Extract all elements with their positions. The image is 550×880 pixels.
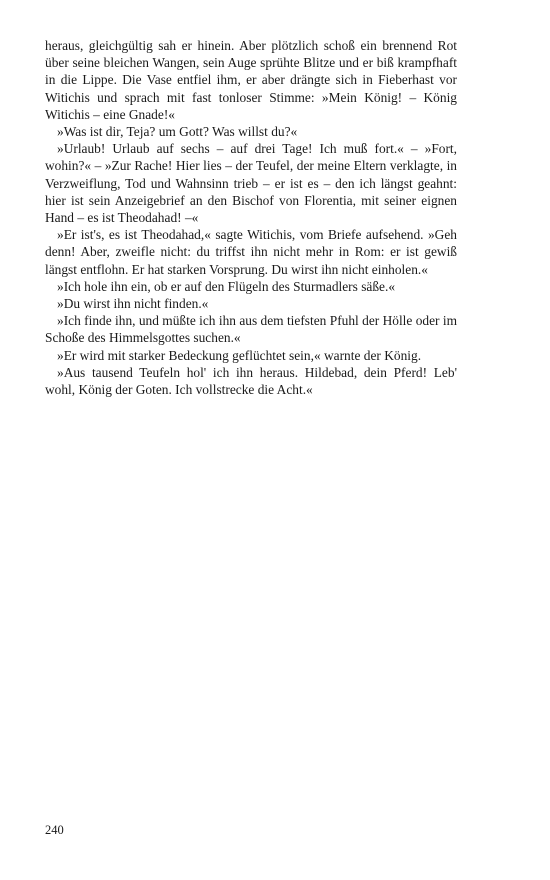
paragraph-4: »Er ist's, es ist Theodahad,« sagte Witichis, vom Briefe aufsehend. »Geh denn! Aber, zweifle nicht: du triffst ihn nicht mehr in Rom: er ist gewiß längst entflohn. Er hat starken Vorsprung. Du wirst ihn nicht einholen.« (45, 227, 457, 277)
paragraph-1: heraus, gleichgültig sah er hinein. Aber plötzlich schoß ein brennend Rot über seine bleichen Wangen, sein Auge sprühte Blitze und er biß krampfhaft in die Lippe. Die Vase entfiel ihm, er aber drängte sich in Fieberhast vor Witichis und sprach mit fast tonloser Stimme: »Mein König! – König Witichis – eine Gnade!« (45, 38, 457, 122)
paragraph-6: »Du wirst ihn nicht finden.« (57, 296, 209, 312)
page-body (45, 37, 457, 398)
paragraph-9: »Aus tausend Teufeln hol' ich ihn heraus. Hildebad, dein Pferd! Leb' wohl, König der Goten. Ich vollstrecke die Acht.« (45, 364, 457, 398)
paragraph-2: »Was ist dir, Teja? um Gott? Was willst du?« (57, 124, 298, 140)
paragraph-7: »Ich finde ihn, und müßte ich ihn aus dem tiefsten Pfuhl der Hölle oder im Schoße des Himmelsgottes suchen.« (45, 313, 457, 346)
paragraph-8: »Er wird mit starker Bedeckung geflüchtet sein,« warnte der König. (57, 347, 422, 363)
paragraph-3: »Urlaub! Urlaub auf sechs – auf drei Tage! Ich muß fort.« – »Fort, wohin?« – »Zur Rache! Hier lies – der Teufel, der meine Eltern verklagte, in Verzweiflung, Tod und Wahnsinn trieb – er ist es – den ich längst geahnt: hier ist sein Anzeigebrief an den Bischof von Florentia, mit seiner eignen Hand – es ist Theodahad! –« (45, 141, 457, 226)
paragraph-5: »Ich hole ihn ein, ob er auf den Flügeln des Sturmadlers säße.« (57, 278, 396, 294)
page-number: 240 (45, 823, 64, 837)
